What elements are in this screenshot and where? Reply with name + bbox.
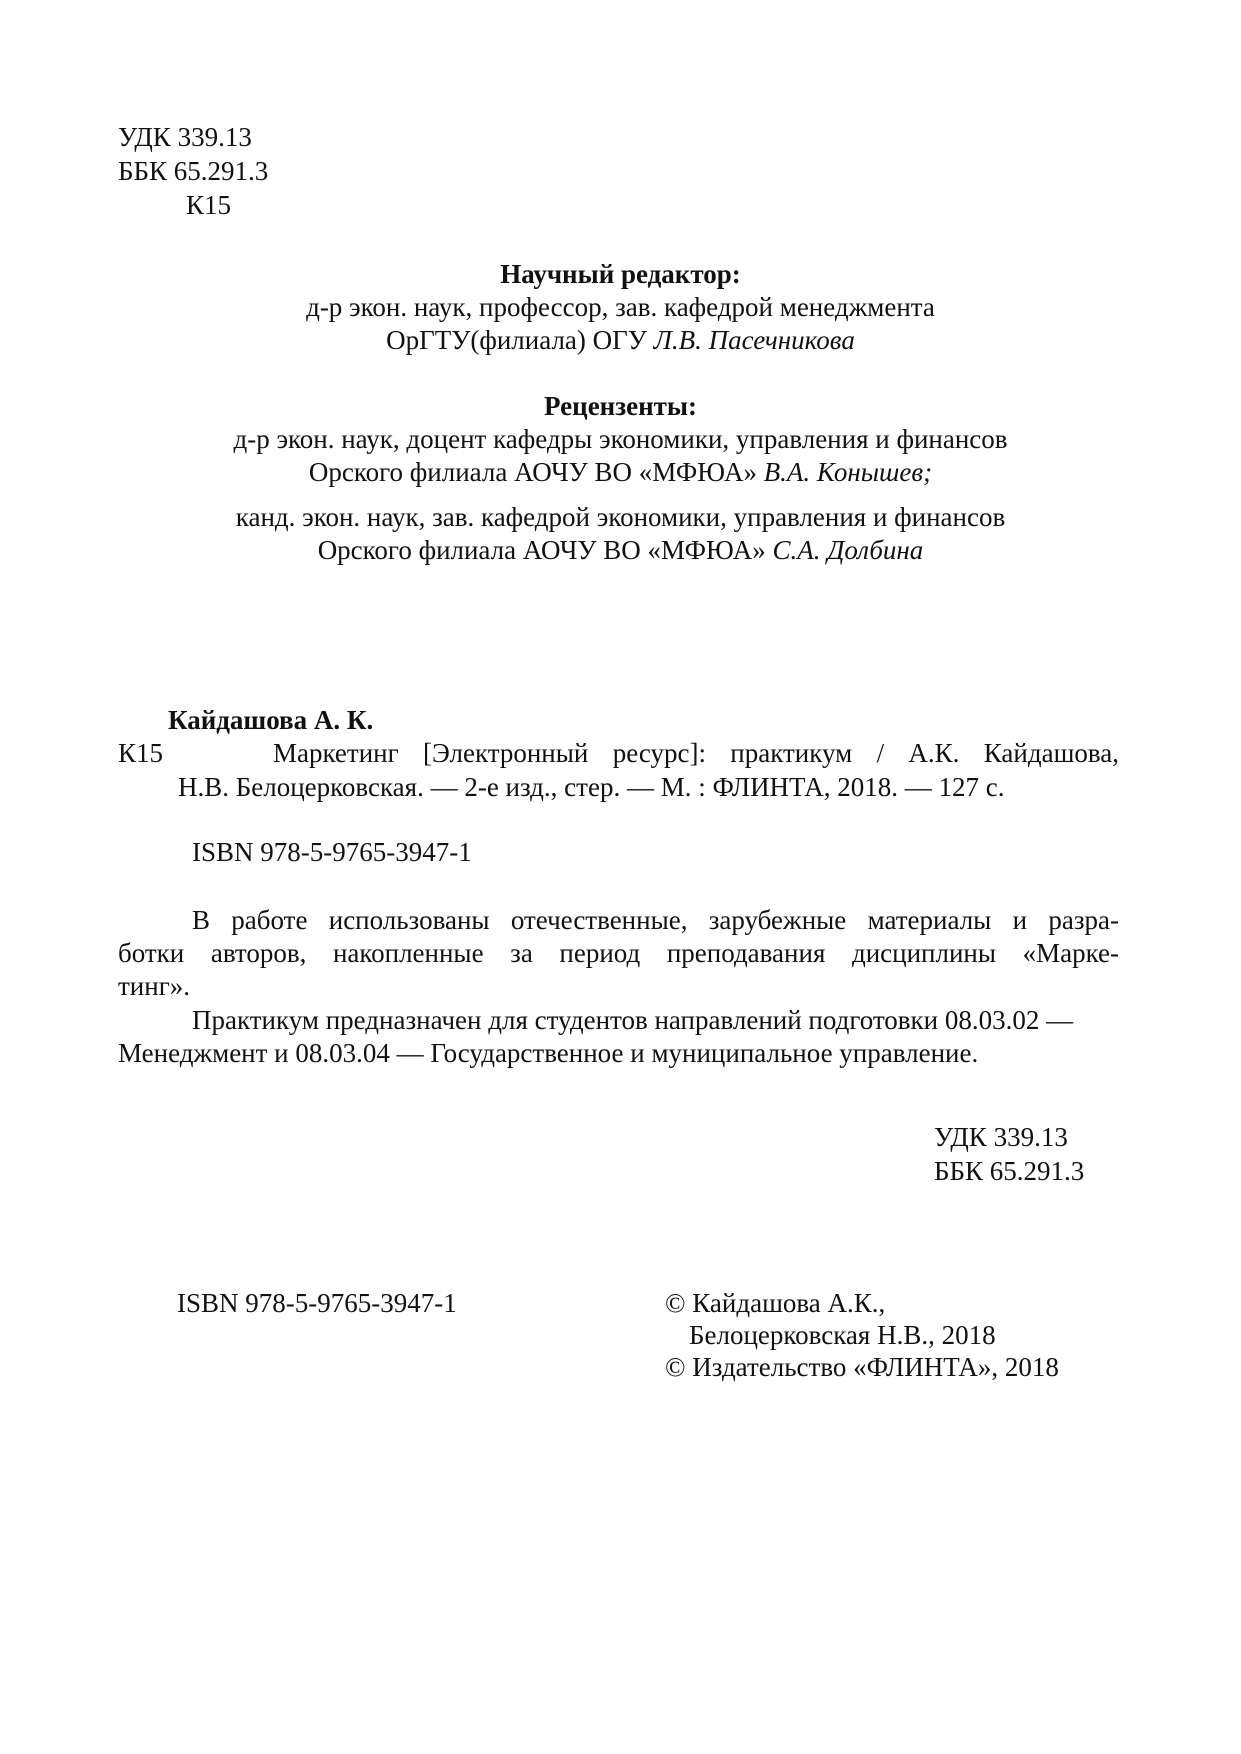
editor-name: Л.В. Пасечникова <box>653 325 855 355</box>
abstract-p2-line-1: Практикум предназначен для студентов направлений подготовки 08.03.02 — <box>192 1005 1074 1035</box>
copyright-authors-line-1: © Кайдашова А.К., <box>665 1288 886 1318</box>
copyright-publisher: © Издательство «ФЛИНТА», 2018 <box>665 1352 1059 1382</box>
reviewer-1-line-2 <box>0 455 1241 489</box>
editor-line-2 <box>0 323 1241 357</box>
footer-isbn: ISBN 978-5-9765-3947-1 <box>177 1288 457 1318</box>
abstract-p1-line-1: В работе использованы отечественные, зарубежные материалы и разра- <box>192 905 1119 935</box>
reviewer-1-name: В.А. Конышев; <box>763 457 933 487</box>
reviewer-2-line-2 <box>0 533 1241 567</box>
bib-author: Кайдашова А. К. <box>168 705 374 735</box>
bib-line-1: Маркетинг [Электронный ресурс]: практикум / А.К. Кайдашова, <box>273 738 1119 768</box>
reviewers-heading: Рецензенты: <box>544 391 697 421</box>
header-udk: УДК 339.13 <box>118 122 252 152</box>
classification-udk: УДК 339.13 <box>934 1122 1068 1152</box>
bib-line-2: Н.В. Белоцерковская. — 2-е изд., стер. — М. : ФЛИНТА, 2018. — 127 с. <box>178 772 1005 802</box>
reviewer-1-affiliation: Орского филиала АОЧУ ВО «МФЮА» <box>308 457 764 487</box>
header-code: К15 <box>186 190 232 220</box>
bib-isbn: ISBN 978-5-9765-3947-1 <box>192 837 472 867</box>
reviewer-2-line-1: канд. экон. наук, зав. кафедрой экономики, управления и финансов <box>235 502 1006 532</box>
editor-line-1: д-р экон. наук, профессор, зав. кафедрой менеджмента <box>306 292 935 322</box>
reviewer-1-line-1: д-р экон. наук, доцент кафедры экономики, управления и финансов <box>233 424 1008 454</box>
abstract-p1-line-3: тинг». <box>118 971 191 1001</box>
reviewer-2-affiliation: Орского филиала АОЧУ ВО «МФЮА» <box>317 535 773 565</box>
header-bbk: ББК 65.291.3 <box>118 156 269 186</box>
copyright-authors-line-2: Белоцерковская Н.В., 2018 <box>689 1320 996 1350</box>
reviewer-2-name: С.А. Долбина <box>772 535 924 565</box>
bib-code: К15 <box>118 738 164 768</box>
abstract-p2-line-2: Менеджмент и 08.03.04 — Государственное и муниципальное управление. <box>118 1038 979 1068</box>
editor-affiliation: ОрГТУ(филиала) ОГУ <box>386 325 654 355</box>
editor-heading: Научный редактор: <box>500 259 741 289</box>
abstract-p1-line-2: ботки авторов, накопленные за период преподавания дисциплины «Марке- <box>118 938 1119 968</box>
classification-bbk: ББК 65.291.3 <box>934 1156 1085 1186</box>
